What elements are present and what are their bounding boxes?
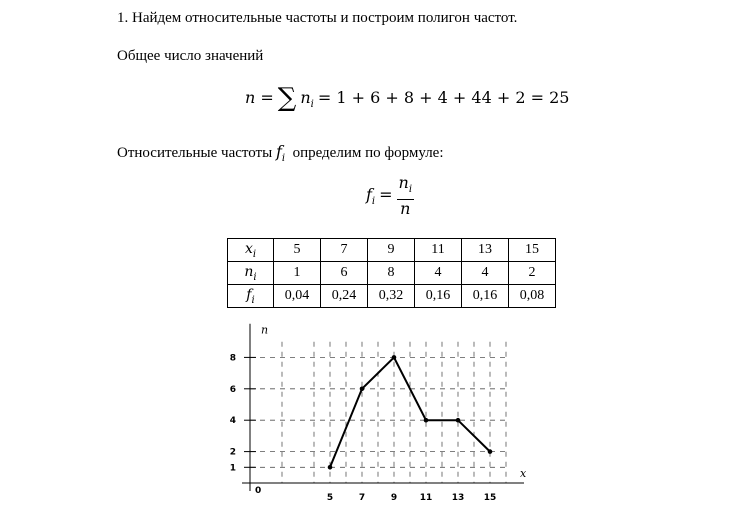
table-cell: 0,16 (462, 285, 509, 308)
table-row-head: $x_i$ (228, 239, 274, 262)
table-cell: 8 (368, 262, 415, 285)
sum-lhs: n = (245, 88, 274, 107)
relative-symbol-sub: i (281, 153, 286, 164)
x-tick-label: 5 (326, 493, 334, 503)
table-row-head: $f_i$ (228, 285, 274, 308)
frac-eq: = (379, 185, 393, 204)
frac-num: n (398, 173, 409, 192)
table-cell: 4 (415, 262, 462, 285)
table-cell: 11 (415, 239, 462, 262)
data-point (488, 449, 493, 454)
frac-den: n (400, 199, 411, 219)
x-tick-label: 13 (451, 493, 465, 503)
table-cell: 15 (509, 239, 556, 262)
y-tick-label: 6 (229, 384, 236, 395)
relative-text-after: определим по формуле: (292, 145, 444, 161)
origin-label: 0 (255, 486, 262, 496)
relative-text-before: Относительные частоты (117, 145, 273, 161)
table-cell: 7 (321, 239, 368, 262)
y-tick-label: 4 (229, 416, 236, 427)
y-tick-label: 8 (229, 353, 236, 364)
data-point (424, 418, 429, 423)
sum-term-sub: i (310, 99, 314, 111)
table-cell: 1 (274, 262, 321, 285)
y-axis-label: n (261, 323, 269, 337)
total-text: Общее число значений (117, 48, 264, 64)
sum-symbol: ∑ (277, 83, 297, 113)
sum-term: n (300, 88, 311, 107)
frac-num-sub: i (408, 184, 413, 196)
x-tick-label: 9 (390, 493, 398, 503)
x-tick-label: 7 (358, 493, 366, 503)
sum-rhs: = 1 + 6 + 8 + 4 + 44 + 2 = 25 (317, 88, 570, 107)
table-cell: 0,04 (274, 285, 321, 308)
table-cell: 0,24 (321, 285, 368, 308)
data-point (392, 355, 397, 360)
table-cell: 13 (462, 239, 509, 262)
table-cell: 0,32 (368, 285, 415, 308)
y-tick-label: 2 (229, 447, 236, 458)
table-cell: 0,16 (415, 285, 462, 308)
table-cell: 4 (462, 262, 509, 285)
frac-lhs-sub: i (371, 196, 376, 208)
table-row-head: $n_i$ (228, 262, 274, 285)
x-tick-label: 11 (419, 493, 433, 503)
table-cell: 5 (274, 239, 321, 262)
table-cell: 0,08 (509, 285, 556, 308)
table-cell: 6 (321, 262, 368, 285)
y-tick-label: 1 (229, 463, 236, 474)
x-axis-label: x (520, 467, 527, 480)
table-cell: 9 (368, 239, 415, 262)
x-tick-label: 15 (483, 493, 497, 503)
data-point (328, 465, 333, 470)
relative-symbol: f (275, 142, 282, 161)
data-point (360, 387, 365, 392)
table-cell: 2 (509, 262, 556, 285)
heading: 1. Найдем относительные частоты и построим полигон частот. (117, 10, 518, 26)
frac-lhs: f (366, 185, 372, 204)
data-point (456, 418, 461, 423)
